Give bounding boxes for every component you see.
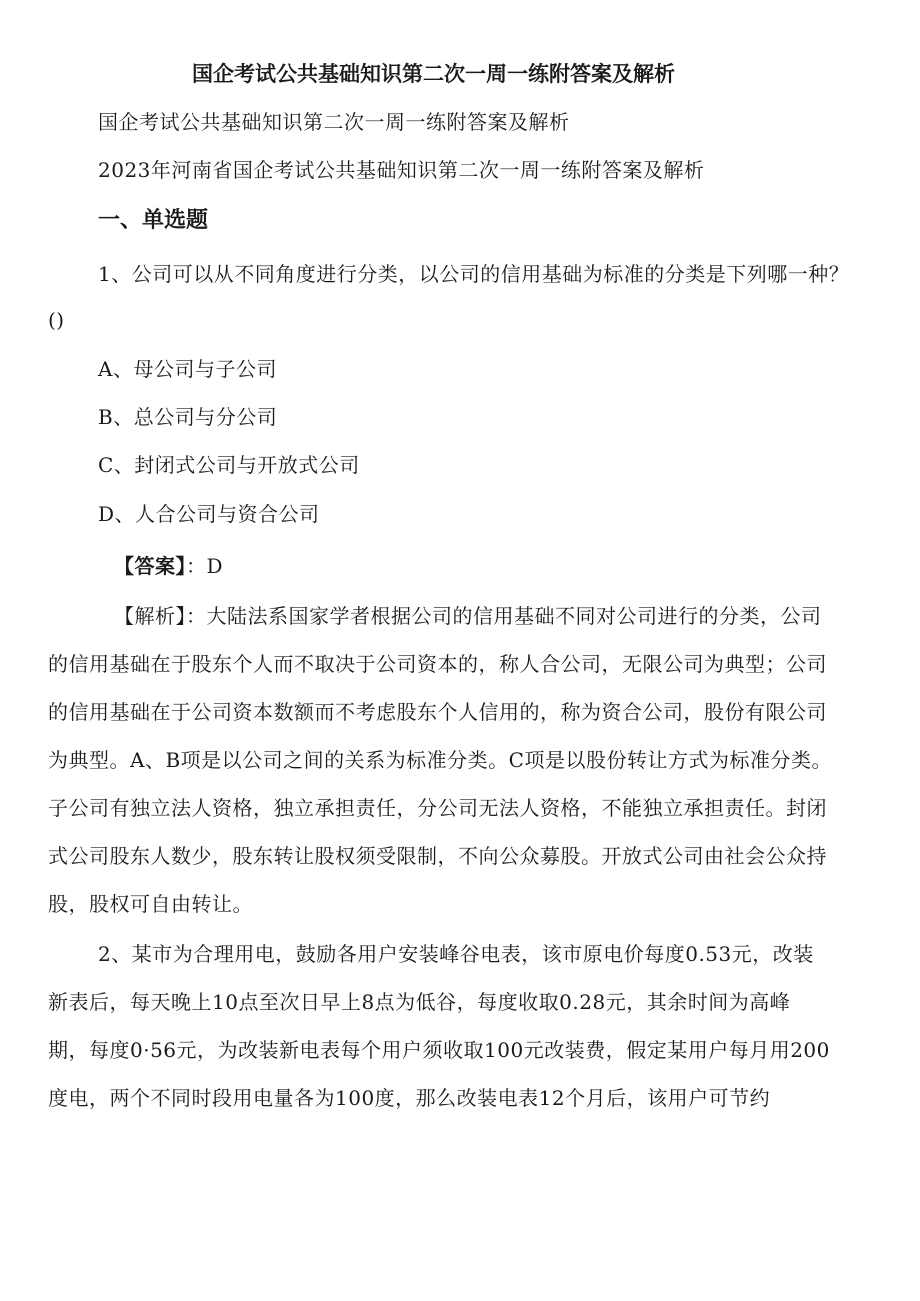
question-1-analysis-line: 为典型。A、B项是以公司之间的关系为标准分类。C项是以股份转让方式为标准分类。 xyxy=(48,748,832,772)
question-1-answer xyxy=(114,552,223,580)
section-heading: 一、单选题 xyxy=(98,208,209,233)
question-1-analysis-line: 的信用基础在于公司资本数额而不考虑股东个人信用的，称为资合公司，股份有限公司 xyxy=(48,700,827,724)
question-1-option-d: D、人合公司与资合公司 xyxy=(98,502,320,526)
document-title: 国企考试公共基础知识第二次一周一练附答案及解析 xyxy=(192,62,675,86)
question-2-line: 期，每度0·56元，为改装新电表每个用户须收取100元改装费，假定某用户每月用200 xyxy=(48,1038,830,1062)
answer-value: ：D xyxy=(186,554,224,578)
question-1-analysis-line: 子公司有独立法人资格，独立承担责任，分公司无法人资格，不能独立承担责任。封闭 xyxy=(48,796,827,820)
question-1-stem: 1、公司可以从不同角度进行分类，以公司的信用基础为标准的分类是下列哪一种？ xyxy=(98,262,850,286)
question-2-line: 度电，两个不同时段用电量各为100度，那么改装电表12个月后，该用户可节约 xyxy=(48,1086,771,1110)
question-1-option-a: A、母公司与子公司 xyxy=(98,357,277,381)
question-2-line: 新表后，每天晚上10点至次日早上8点为低谷，每度收取0.28元，其余时间为高峰 xyxy=(48,990,791,1014)
question-1-option-b: B、总公司与分公司 xyxy=(98,405,278,429)
document-subtitle-year: 2023年河南省国企考试公共基础知识第二次一周一练附答案及解析 xyxy=(98,158,705,182)
question-1-analysis-line: 【解析】：大陆法系国家学者根据公司的信用基础不同对公司进行的分类，公司 xyxy=(114,604,822,628)
question-1-analysis-line: 式公司股东人数少，股东转让股权须受限制，不向公众募股。开放式公司由社会公众持 xyxy=(48,844,827,868)
question-1-analysis-line: 股，股权可自由转让。 xyxy=(48,892,253,916)
answer-label: 【答案】 xyxy=(114,554,186,578)
question-1-analysis-line: 的信用基础在于股东个人而不取决于公司资本的，称人合公司，无限公司为典型；公司 xyxy=(48,652,827,676)
question-1-stem-blank: () xyxy=(48,308,65,332)
question-2-line: 2、某市为合理用电，鼓励各用户安装峰谷电表，该市原电价每度0.53元，改装 xyxy=(98,942,814,966)
document-subtitle: 国企考试公共基础知识第二次一周一练附答案及解析 xyxy=(98,110,570,134)
question-1-option-c: C、封闭式公司与开放式公司 xyxy=(98,453,360,477)
